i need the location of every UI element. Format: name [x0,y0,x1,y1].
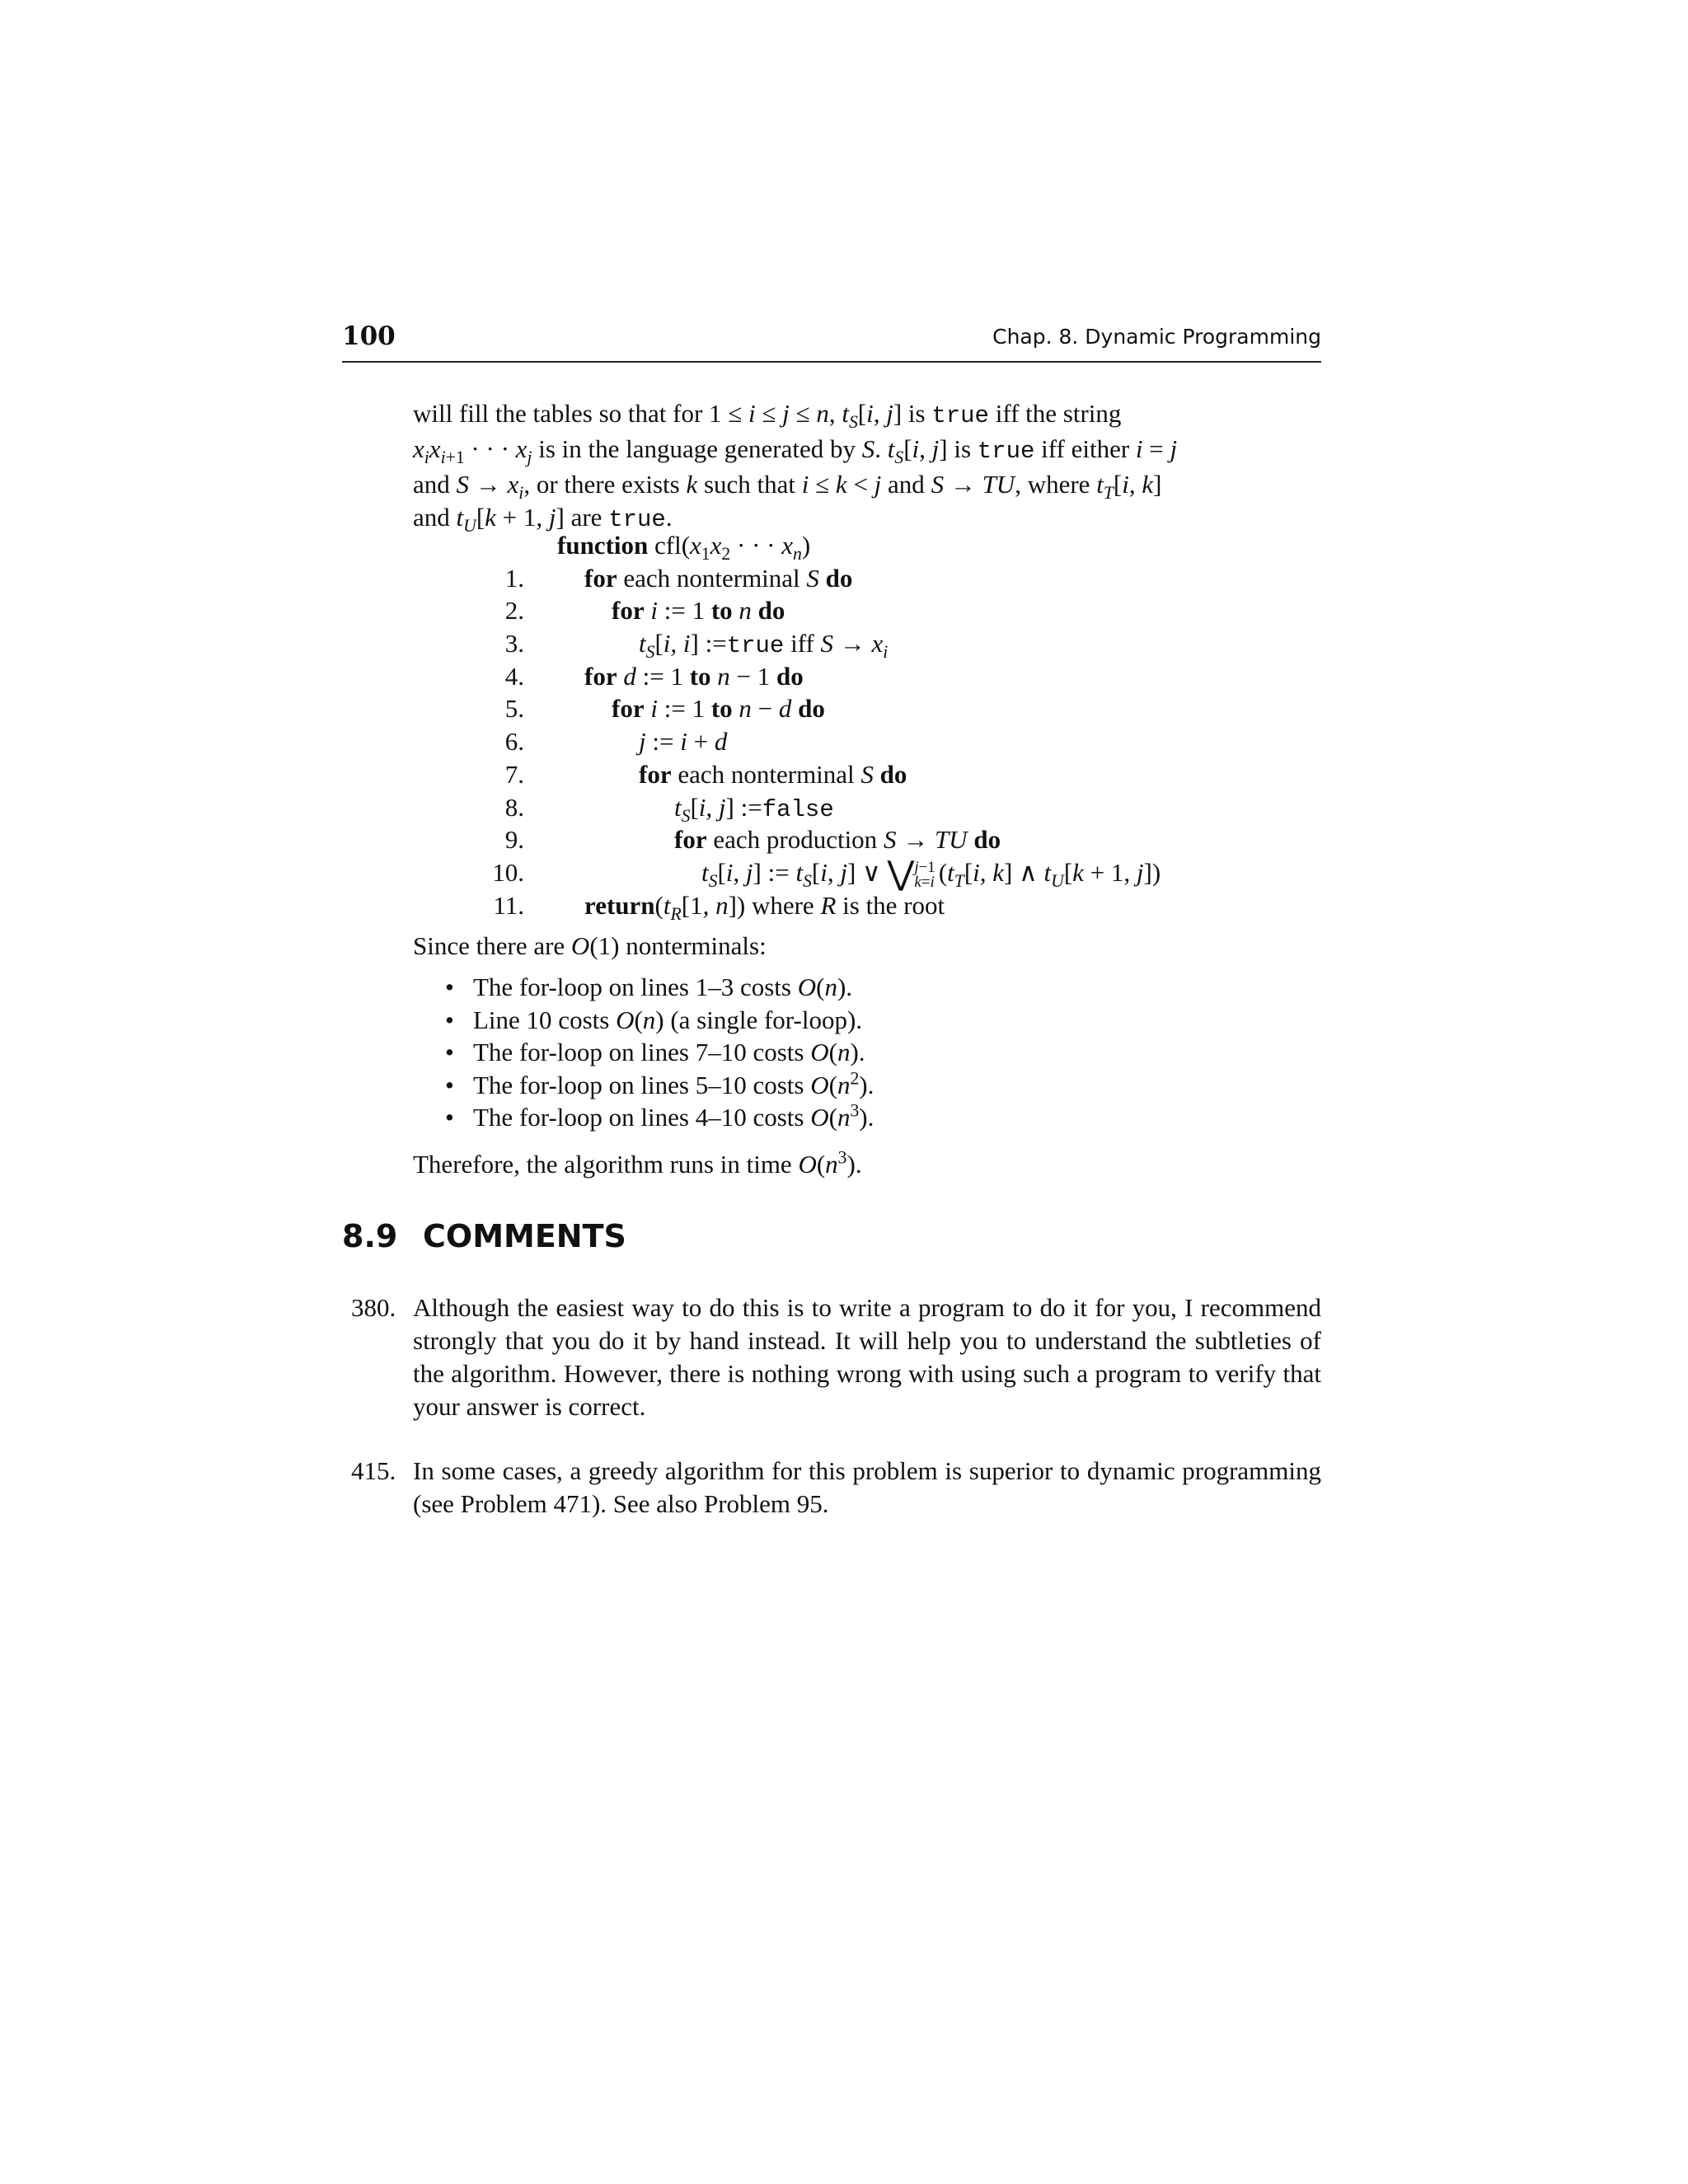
intro-line-4: and $t_U[k + 1$, j] are true. [413,503,673,537]
running-title: Chap. 8. Dynamic Programming [992,325,1321,349]
intro-paragraph [413,397,1321,537]
comment-item [351,1291,1321,1423]
therefore-text: Therefore, the algorithm runs in time $O(n^3)$. [413,1147,862,1179]
intro-line-2: $x_ix_{i+1}$ · · · $x_j$ is in the language generated by S. $t_S[i$, j] is true iff either i = j [413,434,1178,468]
list-item: • The for-loop on lines 1–3 costs O(n). [445,972,853,1001]
page-header [342,321,1321,363]
intro-line-3: and $S \to x_i$, or there exists k such that i ≤ k < j and S → TU, where $t_T[i$, k] [413,470,1162,504]
comment-item [351,1455,1321,1521]
comment-text: In some cases, a greedy algorithm for this problem is superior to dynamic programming (see Problem 471). See also Problem 95. [413,1456,1321,1518]
section-title: COMMENTS [423,1218,626,1254]
list-item: • The for-loop on lines 5–10 costs $O(n^2)$. [445,1068,874,1099]
intro-line-1: will fill the tables so that for 1 ≤ i ≤ j ≤ n, $t_S[i$, j] is true iff the string [413,399,1122,433]
cost-bullet-list [445,971,874,1134]
list-item: • Line 10 costs O(n) (a single for-loop). [445,1005,863,1034]
comment-text: Although the easiest way to do this is to write a program to do it for you, I recommend strongly that you do it by hand instead. It will help you to understand the subtleties of the algorithm. However, there is nothing wrong with using such a program to verify that your answer is correct. [413,1293,1321,1421]
list-item: • The for-loop on lines 7–10 costs O(n). [445,1038,865,1066]
comment-number: 415. [351,1456,396,1485]
section-number: 8.9 [342,1218,398,1254]
since-text: Since there are O(1) nonterminals: [413,931,767,960]
page-number: 100 [342,321,396,351]
list-item: • The for-loop on lines 4–10 costs $O(n^3)$. [445,1100,874,1132]
section-heading [342,1218,626,1254]
comment-number: 380. [351,1293,396,1322]
